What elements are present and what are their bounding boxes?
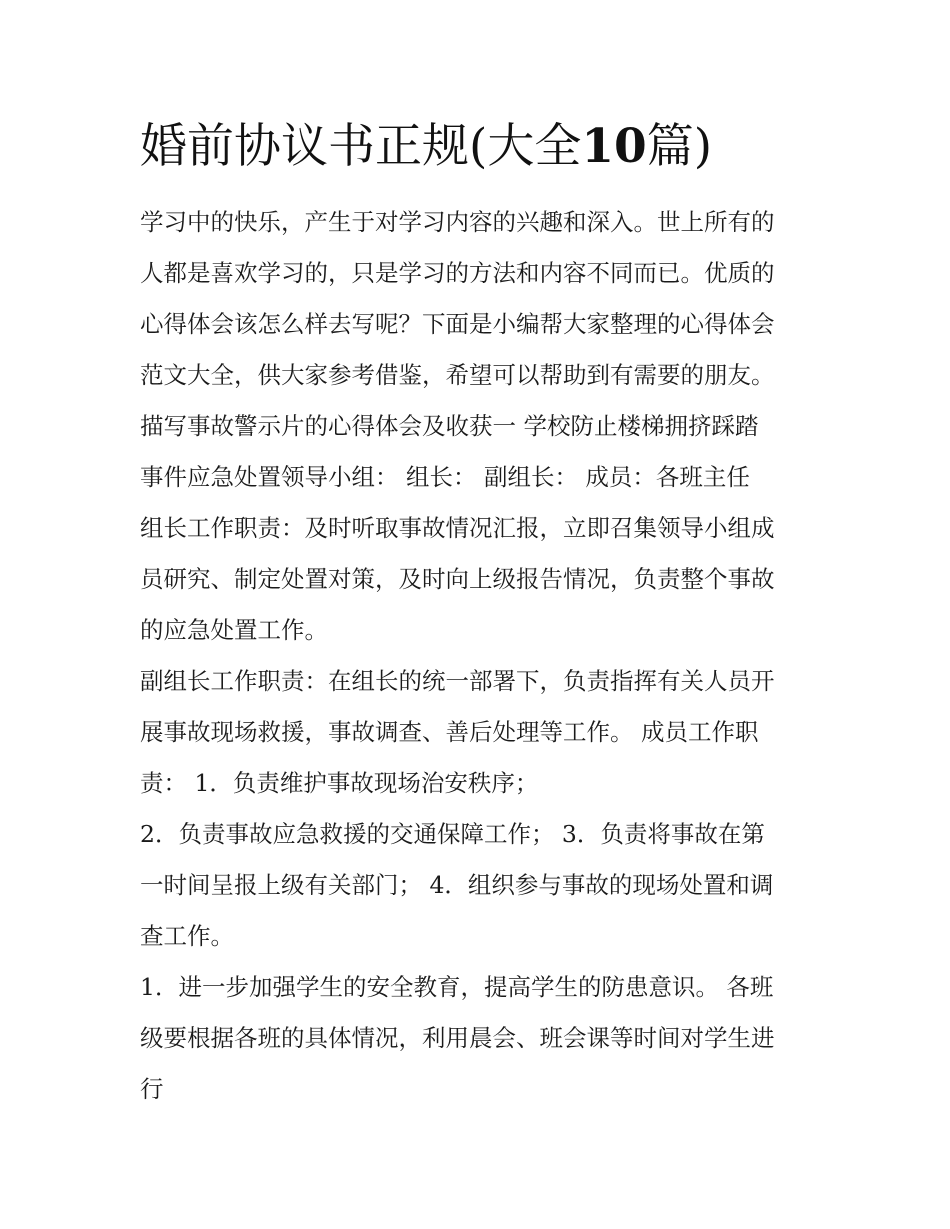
document-body <box>140 197 812 1115</box>
body-line-1: 学习中的快乐，产生于对学习内容的兴趣和深入。世上所有的 <box>140 208 775 236</box>
body-line-14: 一时间呈报上级有关部门； 4．组织参与事故的现场处置和调 <box>140 871 774 899</box>
title-text-2: 篇) <box>646 119 713 174</box>
body-line-3: 心得体会该怎么样去写呢？下面是小编帮大家整理的心得体会 <box>140 310 775 338</box>
body-line-17: 级要根据各班的具体情况，利用晨会、班会课等时间对学生进 <box>140 1024 775 1052</box>
body-line-15: 查工作。 <box>140 922 234 950</box>
body-line-12: 责： 1．负责维护事故现场治安秩序； <box>140 769 539 797</box>
body-line-11: 展事故现场救援，事故调查、善后处理等工作。 成员工作职 <box>140 718 759 746</box>
body-line-13: 2．负责事故应急救援的交通保障工作； 3．负责将事故在第 <box>140 820 765 848</box>
title-number: 10 <box>581 119 647 174</box>
body-line-10: 副组长工作职责：在组长的统一部署下，负责指挥有关人员开 <box>140 667 775 695</box>
body-line-16: 1．进一步加强学生的安全教育，提高学生的防患意识。 各班 <box>140 973 774 1001</box>
title-text-1: 婚前协议书正规(大全 <box>140 119 582 174</box>
body-line-2: 人都是喜欢学习的，只是学习的方法和内容不同而已。优质的 <box>140 259 775 287</box>
body-line-7: 组长工作职责：及时听取事故情况汇报，立即召集领导小组成 <box>140 514 775 542</box>
body-line-4: 范文大全，供大家参考借鉴，希望可以帮助到有需要的朋友。 <box>140 361 775 389</box>
body-line-6: 事件应急处置领导小组： 组长： 副组长： 成员：各班主任 <box>140 463 750 491</box>
body-line-9: 的应急处置工作。 <box>140 616 328 644</box>
body-line-8: 员研究、制定处置对策，及时向上级报告情况，负责整个事故 <box>140 565 775 593</box>
body-line-5: 描写事故警示片的心得体会及收获一 学校防止楼梯拥挤踩踏 <box>140 412 759 440</box>
body-line-18: 行 <box>140 1075 164 1103</box>
document-title <box>140 112 840 182</box>
